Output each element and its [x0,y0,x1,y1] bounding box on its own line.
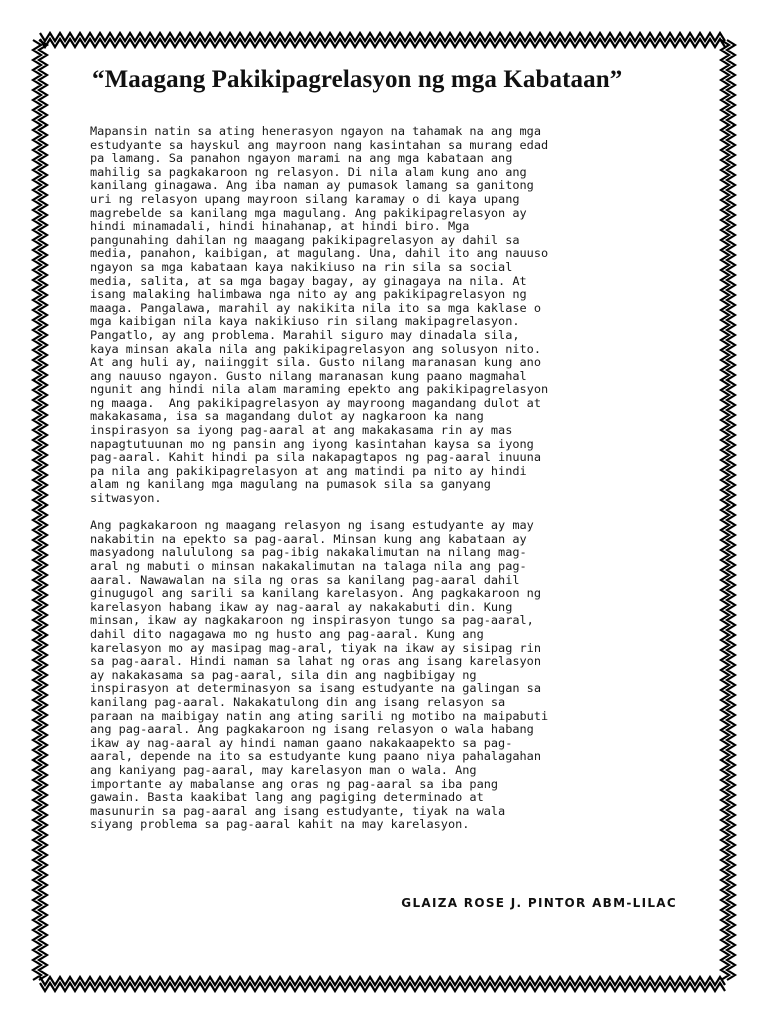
paragraph-line: pangunahing dahilan ng maagang pakikipagrelasyon ay dahil sa [90,232,520,247]
paragraph-line: Mapansin natin sa ating henerasyon ngayon na tahamak na ang mga [90,124,542,138]
paragraph-line: ang kaniyang pag-aaral, may karelasyon man o wala. Ang [90,762,477,777]
border-top-zigzag [40,33,725,47]
paragraph-line: uri ng relasyon upang mayroon silang karamay o di kaya upang [90,191,520,206]
paragraph-line: hindi minamadali, hindi hinahanap, at hindi biro. Mga [90,219,470,234]
paragraph-line: makakasama, isa sa magandang dulot ay nagkaroon ka nang [90,409,484,424]
paragraph-line: alam ng kanilang mga magulang na pumasok sila sa ganyang [90,477,491,492]
paragraph-line: media, salita, at sa mga bagay bagay, ay ginagaya na nila. At [90,273,527,288]
border-bottom-zigzag [40,977,725,991]
paragraph-line: siyang problema sa pag-aaral kahit na may karelasyon. [90,817,470,832]
paragraph-line: aral ng mabuti o minsan nakakalimutan na talaga nila ang pag- [90,559,527,573]
paragraph-line: gawain. Basta kaakibat lang ang pagiging determinado at [90,790,484,805]
paragraph-line: ngunit ang hindi nila alam maraming epekto ang pakikipagrelasyon [90,382,549,397]
paragraph-line: maaga. Pangalawa, marahil ay nakikita nila ito sa mga kaklase o [90,300,542,315]
paragraph-line: magrebelde sa kanilang mga magulang. Ang pakikipagrelasyon ay [90,205,527,220]
paragraph-line: At ang huli ay, naiinggit sila. Gusto nilang maranasan kung ano [90,355,542,370]
essay-paragraph-2 [90,519,680,832]
paragraph-line: masyadong nalululong sa pag-ibig nakakalimutan na nilang mag- [90,545,527,560]
paragraph-line: mahilig sa pagkakaroon ng relasyon. Di nila alam kung ano ang [90,164,527,179]
paragraph-line: ang nauuso ngayon. Gusto nilang maranasan kung paano magmahal [90,368,527,383]
essay-body [90,125,680,832]
paragraph-line: karelasyon mo ay masipag mag-aral, tiyak na ikaw ay sisipag rin [90,640,542,655]
paragraph-line: Pangatlo, ay ang problema. Marahil siguro may dinadala sila, [90,327,520,342]
paragraph-line: ikaw ay nag-aaral ay hindi naman gaano nakakaapekto sa pag- [90,735,513,750]
paragraph-line: kanilang pag-aaral. Nakakatulong din ang isang relasyon sa [90,694,506,709]
paragraph-line: kaya minsan akala nila ang pakikipagrelasyon ang solusyon nito. [90,341,542,356]
paragraph-line: isang malaking halimbawa nga nito ay ang pakikipagrelasyon ng [90,287,527,302]
border-right-zigzag [721,40,735,980]
paragraph-line: dahil dito nagagawa mo ng husto ang pag-aaral. Kung ang [90,626,484,641]
paragraph-line: aaral, depende na ito sa estudyante kung paano niya pahalagahan [90,749,542,764]
paragraph-line: nakabitin na epekto sa pag-aaral. Minsan kung ang kabataan ay [90,531,527,546]
paragraph-line: inspirasyon sa iyong pag-aaral at ang makakasama rin ay mas [90,423,513,438]
paragraph-line: importante ay mabalanse ang oras ng pag-aaral sa iba pang [90,776,499,791]
paragraph-line: sitwasyon. [90,491,162,506]
paragraph-line: sa pag-aaral. Hindi naman sa lahat ng oras ang isang karelasyon [90,654,542,669]
paragraph-line: pa lamang. Sa panahon ngayon marami na ang mga kabataan ang [90,151,513,166]
essay-title: “Maagang Pakikipagrelasyon ng mga Kabataan” [92,66,623,93]
paragraph-line: inspirasyon at determinasyon sa isang estudyante na galingan sa [90,681,542,696]
paragraph-line: ginugugol ang sarili sa kanilang karelasyon. Ang pagkakaroon ng [90,586,542,601]
paragraph-spacer [90,506,680,520]
paragraph-line: minsan, ikaw ay nagkakaroon ng inspirasyon tungo sa pag-aaral, [90,613,534,628]
paragraph-line: ang pag-aaral. Ang pagkakaroon ng isang relasyon o wala habang [90,722,534,737]
border-left-zigzag [33,40,47,980]
paragraph-line: kanilang ginagawa. Ang iba naman ay pumasok lamang sa ganitong [90,178,534,193]
essay-paragraph-1 [90,125,680,506]
paragraph-line: paraan na maibigay natin ang ating sarili ng motibo na maipabuti [90,708,549,723]
paragraph-line: pag-aaral. Kahit hindi pa sila nakapagtapos ng pag-aaral inuuna [90,450,542,465]
paragraph-line: karelasyon habang ikaw ay nag-aaral ay nakakabuti din. Kung [90,599,513,614]
paragraph-line: ay nakakasama sa pag-aaral, sila din ang nagbibigay ng [90,667,477,682]
paragraph-line: masunurin sa pag-aaral ang isang estudyante, tiyak na wala [90,803,506,818]
paragraph-line: pa nila ang pakikipagrelasyon at ang matindi pa nito ay hindi [90,463,527,478]
paragraph-line: ng maaga. Ang pakikipagrelasyon ay mayroong magandang dulot at [90,395,542,410]
paragraph-line: media, panahon, kaibigan, at magulang. Una, dahil ito ang nauuso [90,246,549,261]
paragraph-line: ngayon sa mga kabataan kaya nakikiuso na rin sila sa social [90,259,513,274]
paragraph-line: napagtutuunan mo ng pansin ang iyong kasintahan kaysa sa iyong [90,436,534,451]
paragraph-line: estudyante sa hayskul ang mayroon nang kasintahan sa murang edad [90,137,549,152]
paragraph-line: Ang pagkakaroon ng maagang relasyon ng isang estudyante ay may [90,518,534,533]
paragraph-line: mga kaibigan nila kaya nakikiuso rin silang makipagrelasyon. [90,314,520,329]
author-byline: GLAIZA ROSE J. PINTOR ABM-LILAC [401,896,677,910]
paragraph-line: aaral. Nawawalan na sila ng oras sa kanilang pag-aaral dahil [90,572,520,587]
